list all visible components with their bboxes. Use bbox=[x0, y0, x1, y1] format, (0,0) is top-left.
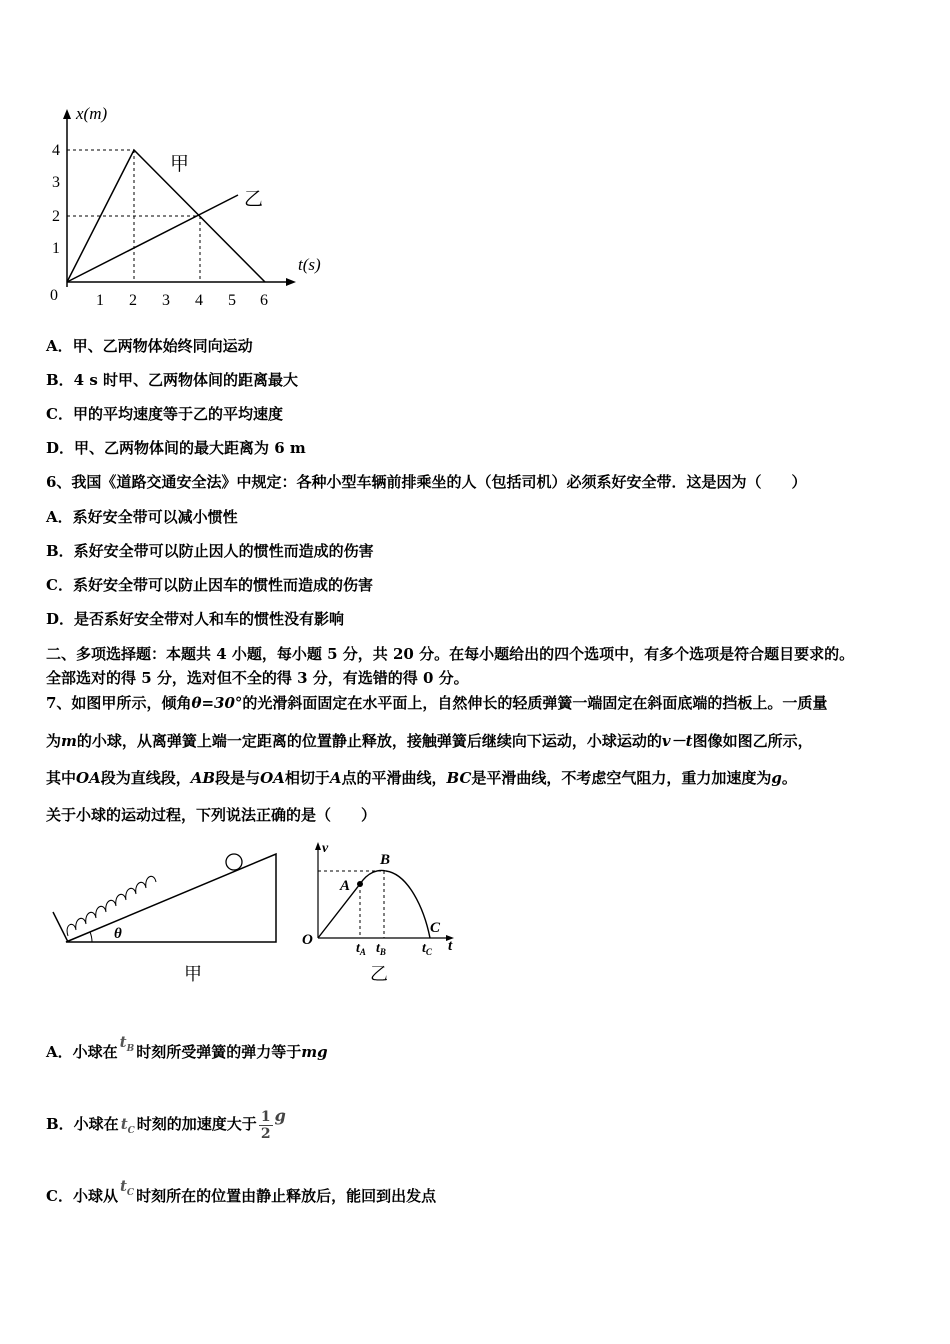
q7-line1: 7、如图甲所示，倾角θ=30°的光滑斜面固定在水平面上，自然伸长的轻质弹簧一端固定在斜面底端的挡板上。一质量 bbox=[46, 694, 828, 712]
q7-line2: 为m的小球，从离弹簧上端一定距离的位置静止释放，接触弹簧后继续向下运动，小球运动的v－t图像如图乙所示， bbox=[46, 732, 813, 750]
q5-option-b: B．4 s 时甲、乙两物体间的距离最大 bbox=[46, 371, 299, 389]
q6-stem: 6、我国《道路交通安全法》中规定：各种小型车辆前排乘坐的人（包括司机）必须系好安全带．这是因为（ ） bbox=[46, 473, 807, 491]
x-tick: 1 bbox=[96, 292, 104, 309]
origin-label: 0 bbox=[50, 287, 58, 304]
ball bbox=[226, 854, 242, 870]
x-tick: 2 bbox=[129, 292, 137, 309]
fig-yi-label: 乙 bbox=[370, 964, 388, 984]
t-label: t bbox=[448, 938, 453, 954]
v-label: v bbox=[322, 841, 329, 856]
y-tick: 3 bbox=[52, 174, 60, 191]
point-a bbox=[357, 881, 363, 887]
c-label: C bbox=[430, 920, 441, 936]
q5-option-c: C．甲的平均速度等于乙的平均速度 bbox=[46, 405, 283, 423]
theta-label: θ bbox=[114, 926, 122, 942]
x-axis-arrow bbox=[286, 278, 296, 286]
tb-label: $t_B$ bbox=[376, 941, 386, 957]
q7-option-a: A．小球在$t_B$ 时刻所受弹簧的弹力等于mg bbox=[46, 1033, 328, 1061]
vt-graph bbox=[296, 838, 466, 988]
angle-arc bbox=[90, 932, 92, 942]
vt-curve bbox=[318, 870, 430, 938]
x-tick: 5 bbox=[228, 292, 236, 309]
line-yi bbox=[67, 195, 238, 282]
incline-figure bbox=[44, 840, 284, 990]
label-jia: 甲 bbox=[170, 154, 190, 175]
y-tick: 2 bbox=[52, 208, 60, 225]
q7-option-c: C．小球从$t_C$ 时刻所在的位置由静止释放后，能回到出发点 bbox=[46, 1177, 437, 1205]
a-label: A bbox=[340, 878, 351, 894]
fig-jia-label: 甲 bbox=[184, 964, 202, 984]
q6-option-d: D．是否系好安全带对人和车的惯性没有影响 bbox=[46, 610, 345, 628]
section2-line2: 全部选对的得 5 分，选对但不全的得 3 分，有选错的得 0 分。 bbox=[46, 669, 469, 687]
q7-line3: 其中OA段为直线段，AB段是与OA相切于A点的平滑曲线，BC是平滑曲线，不考虑空气阻力，重力加速度为g。 bbox=[46, 769, 797, 787]
xt-graph bbox=[40, 95, 340, 320]
q7-line4: 关于小球的运动过程，下列说法正确的是（ ） bbox=[46, 806, 377, 824]
q6-option-a: A．系好安全带可以减小惯性 bbox=[46, 508, 238, 526]
x-tick: 6 bbox=[260, 292, 268, 309]
tc-label: $t_C$ bbox=[422, 941, 432, 957]
y-axis-label: x(m) bbox=[76, 104, 108, 123]
q7-option-b: B．小球在 $t_C$ 时刻的加速度大于 $\frac{1}{2}$ g bbox=[46, 1106, 286, 1142]
o-label: O bbox=[302, 932, 313, 948]
section2-line1: 二、多项选择题：本题共 4 小题，每小题 5 分，共 20 分。在每小题给出的四个选项中，有多个选项是符合题目要求的。 bbox=[46, 645, 855, 663]
y-axis-arrow bbox=[63, 109, 71, 119]
baffle bbox=[53, 912, 68, 942]
q6-option-c: C．系好安全带可以防止因车的惯性而造成的伤害 bbox=[46, 576, 373, 594]
q6-option-b: B．系好安全带可以防止因人的惯性而造成的伤害 bbox=[46, 542, 374, 560]
b-label: B bbox=[380, 852, 391, 868]
y-tick: 4 bbox=[52, 142, 60, 159]
x-tick: 3 bbox=[162, 292, 170, 309]
v-axis-arrow bbox=[315, 842, 321, 850]
q5-option-d: D．甲、乙两物体间的最大距离为 6 m bbox=[46, 439, 306, 457]
ta-label: $t_A$ bbox=[356, 941, 366, 957]
q5-option-a: A．甲、乙两物体始终同向运动 bbox=[46, 337, 253, 355]
incline bbox=[66, 854, 276, 942]
y-tick: 1 bbox=[52, 240, 60, 257]
spring bbox=[67, 876, 156, 936]
label-yi: 乙 bbox=[244, 189, 264, 210]
x-tick: 4 bbox=[195, 292, 203, 309]
x-axis-label: t(s) bbox=[298, 255, 321, 274]
